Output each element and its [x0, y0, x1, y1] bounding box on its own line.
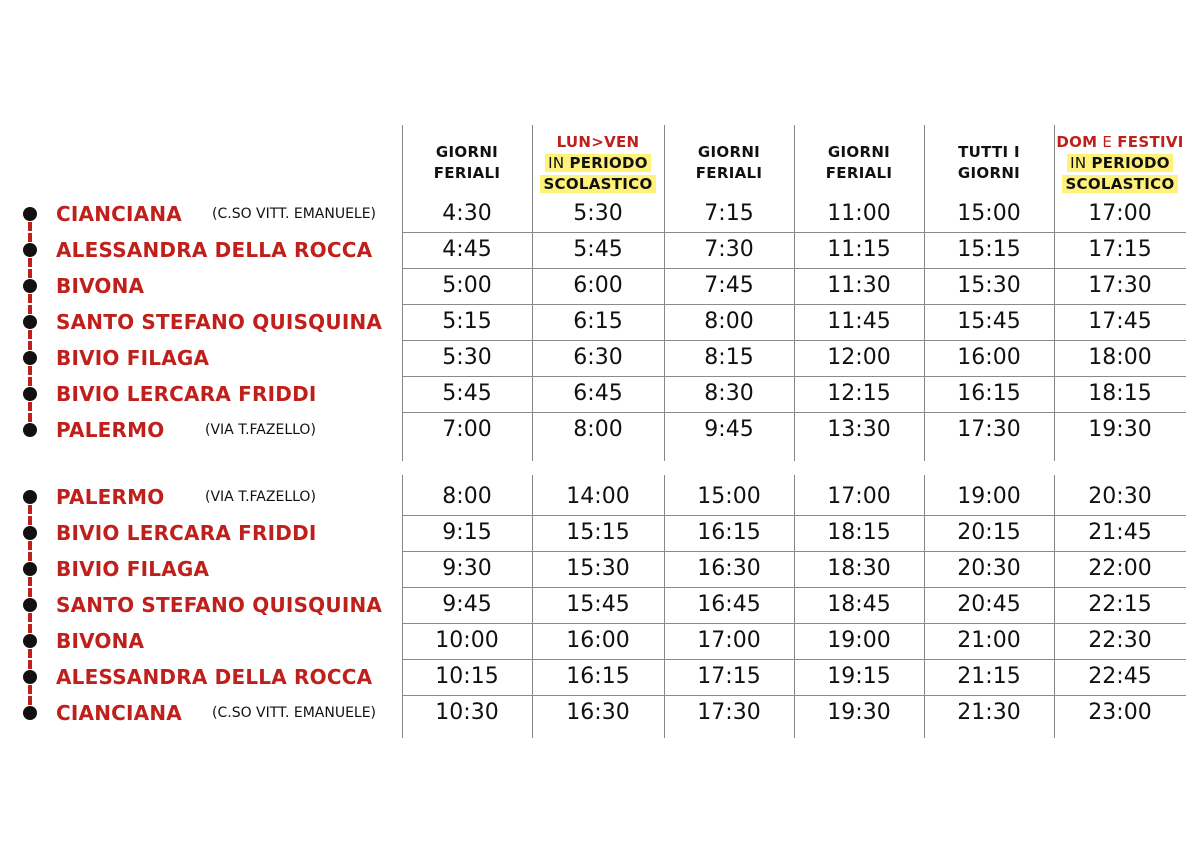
route-dash [28, 613, 32, 622]
timetable-row [0, 623, 1200, 659]
stop-name: SANTO STEFANO QUISQUINA [56, 310, 383, 334]
departure-time: 12:00 [827, 345, 891, 370]
departure-time: 9:45 [442, 592, 492, 617]
stop-note: (VIA T.FAZELLO) [205, 422, 316, 438]
departure-time: 19:00 [827, 628, 891, 653]
timetable-row [0, 515, 1200, 551]
departure-time: 21:15 [957, 664, 1021, 689]
departure-time: 22:45 [1088, 664, 1152, 689]
departure-time: 12:15 [827, 381, 891, 406]
departure-time: 18:00 [1088, 345, 1152, 370]
departure-time: 7:30 [704, 237, 754, 262]
header-col-6-line2b: PERIODO [1091, 153, 1170, 172]
header-col-1-line3: FERIALI [433, 164, 501, 182]
stop-name: SANTO STEFANO QUISQUINA [56, 593, 383, 617]
departure-time: 16:00 [957, 345, 1021, 370]
header-col-6-line3-text: SCOLASTICO [1062, 175, 1177, 193]
departure-time: 20:30 [1088, 484, 1152, 509]
departure-time: 8:30 [704, 381, 754, 406]
departure-time: 9:30 [442, 556, 492, 581]
departure-time: 17:45 [1088, 309, 1152, 334]
header-col-6-line2 [1067, 153, 1173, 174]
stop-name: BIVONA [56, 629, 145, 653]
departure-time: 17:00 [827, 484, 891, 509]
departure-time: 5:15 [442, 309, 492, 334]
departure-time: 4:45 [442, 237, 492, 262]
stop-name: BIVIO FILAGA [56, 557, 210, 581]
route-dash [28, 258, 32, 267]
departure-time: 21:00 [957, 628, 1021, 653]
header-col-6 [1054, 133, 1186, 193]
departure-time: 5:00 [442, 273, 492, 298]
departure-time: 18:45 [827, 592, 891, 617]
timetable-row [0, 551, 1200, 587]
route-stop-dot-icon [23, 315, 37, 329]
departure-time: 7:00 [442, 417, 492, 442]
timetable-row [0, 695, 1200, 731]
departure-time: 15:45 [957, 309, 1021, 334]
departure-time: 11:30 [827, 273, 891, 298]
departure-time: 18:30 [827, 556, 891, 581]
route-stop-dot-icon [23, 598, 37, 612]
header-col-3 [664, 133, 794, 193]
departure-time: 15:30 [957, 273, 1021, 298]
header-col-5 [924, 133, 1054, 193]
route-stop-dot-icon [23, 562, 37, 576]
header-col-6-line1 [1056, 132, 1183, 153]
departure-time: 21:45 [1088, 520, 1152, 545]
departure-time: 8:00 [704, 309, 754, 334]
departure-time: 15:45 [566, 592, 630, 617]
departure-time: 17:00 [697, 628, 761, 653]
stop-name: ALESSANDRA DELLA ROCCA [56, 665, 373, 689]
route-stop-dot-icon [23, 634, 37, 648]
header-col-2-line1: LUN>VEN [556, 132, 640, 151]
departure-time: 16:15 [566, 664, 630, 689]
departure-time: 5:45 [573, 237, 623, 262]
departure-time: 18:15 [1088, 381, 1152, 406]
header-col-2 [532, 133, 664, 193]
header-col-2-line2 [545, 153, 651, 174]
departure-time: 23:00 [1088, 700, 1152, 725]
departure-time: 18:15 [827, 520, 891, 545]
timetable-row [0, 479, 1200, 515]
stop-name: BIVONA [56, 274, 145, 298]
route-stop-dot-icon [23, 423, 37, 437]
stop-name: ALESSANDRA DELLA ROCCA [56, 238, 373, 262]
route-dash [28, 649, 32, 658]
header-col-4 [794, 133, 924, 193]
departure-time: 16:15 [957, 381, 1021, 406]
header-col-1 [402, 133, 532, 193]
departure-time: 6:45 [573, 381, 623, 406]
route-dash [28, 366, 32, 375]
route-stop-dot-icon [23, 207, 37, 221]
header-col-4-line2: GIORNI [827, 143, 891, 161]
departure-time: 17:00 [1088, 201, 1152, 226]
departure-time: 9:15 [442, 520, 492, 545]
stop-name: CIANCIANA [56, 701, 182, 725]
departure-time: 22:00 [1088, 556, 1152, 581]
departure-time: 5:30 [573, 201, 623, 226]
departure-time: 22:15 [1088, 592, 1152, 617]
departure-time: 19:00 [957, 484, 1021, 509]
departure-time: 4:30 [442, 201, 492, 226]
departure-time: 10:15 [435, 664, 499, 689]
departure-time: 11:00 [827, 201, 891, 226]
header-col-5-line3: GIORNI [957, 164, 1021, 182]
route-stop-dot-icon [23, 387, 37, 401]
departure-time: 16:30 [697, 556, 761, 581]
departure-time: 17:15 [1088, 237, 1152, 262]
route-dash [28, 577, 32, 586]
header-col-2-line3-text: SCOLASTICO [540, 175, 655, 193]
header-col-1-line2: GIORNI [435, 143, 499, 161]
departure-time: 21:30 [957, 700, 1021, 725]
departure-time: 15:30 [566, 556, 630, 581]
departure-time: 8:15 [704, 345, 754, 370]
departure-time: 13:30 [827, 417, 891, 442]
route-dash [28, 222, 32, 231]
header-col-6-line1-b: E [1097, 132, 1118, 151]
stop-name: PALERMO [56, 485, 165, 509]
route-stop-dot-icon [23, 670, 37, 684]
stop-name: BIVIO FILAGA [56, 346, 210, 370]
departure-time: 20:30 [957, 556, 1021, 581]
stop-name: PALERMO [56, 418, 165, 442]
stop-name: CIANCIANA [56, 202, 182, 226]
timetable-row [0, 232, 1200, 268]
header-col-3-line3: FERIALI [695, 164, 763, 182]
departure-time: 15:00 [697, 484, 761, 509]
timetable-row [0, 340, 1200, 376]
departure-time: 19:30 [1088, 417, 1152, 442]
departure-time: 5:45 [442, 381, 492, 406]
header-col-6-line3 [1062, 174, 1177, 195]
stop-note: (C.SO VITT. EMANUELE) [212, 206, 377, 222]
route-stop-dot-icon [23, 279, 37, 293]
header-col-6-line2a: IN [1070, 153, 1092, 172]
departure-time: 15:00 [957, 201, 1021, 226]
departure-time: 10:00 [435, 628, 499, 653]
route-stop-dot-icon [23, 526, 37, 540]
stop-note: (VIA T.FAZELLO) [205, 489, 316, 505]
route-dash [28, 685, 32, 694]
route-dash [28, 505, 32, 514]
departure-time: 16:15 [697, 520, 761, 545]
header-col-2-line2a: IN [548, 153, 570, 172]
route-dash [28, 541, 32, 550]
timetable-row [0, 587, 1200, 623]
stop-name: BIVIO LERCARA FRIDDI [56, 382, 317, 406]
departure-time: 17:15 [697, 664, 761, 689]
timetable-row [0, 412, 1200, 448]
header-col-5-line2: TUTTI I [958, 143, 1020, 161]
route-dash [28, 402, 32, 411]
route-dash [28, 294, 32, 303]
timetable-row [0, 196, 1200, 232]
stop-name: BIVIO LERCARA FRIDDI [56, 521, 317, 545]
departure-time: 10:30 [435, 700, 499, 725]
route-stop-dot-icon [23, 490, 37, 504]
departure-time: 15:15 [957, 237, 1021, 262]
departure-time: 17:30 [697, 700, 761, 725]
departure-time: 11:15 [827, 237, 891, 262]
departure-time: 9:45 [704, 417, 754, 442]
departure-time: 6:30 [573, 345, 623, 370]
departure-time: 17:30 [957, 417, 1021, 442]
timetable-row [0, 304, 1200, 340]
departure-time: 7:15 [704, 201, 754, 226]
header-col-2-line2b: PERIODO [569, 153, 648, 172]
route-stop-dot-icon [23, 351, 37, 365]
departure-time: 7:45 [704, 273, 754, 298]
header-col-6-line1-c: FESTIVI [1117, 132, 1184, 151]
departure-time: 5:30 [442, 345, 492, 370]
timetable-row [0, 268, 1200, 304]
departure-time: 20:45 [957, 592, 1021, 617]
departure-time: 15:15 [566, 520, 630, 545]
route-stop-dot-icon [23, 706, 37, 720]
route-stop-dot-icon [23, 243, 37, 257]
timetable-row [0, 376, 1200, 412]
departure-time: 11:45 [827, 309, 891, 334]
departure-time: 20:15 [957, 520, 1021, 545]
departure-time: 16:30 [566, 700, 630, 725]
departure-time: 8:00 [573, 417, 623, 442]
header-col-6-line1-a: DOM [1056, 132, 1098, 151]
departure-time: 14:00 [566, 484, 630, 509]
departure-time: 6:00 [573, 273, 623, 298]
departure-time: 19:30 [827, 700, 891, 725]
departure-time: 19:15 [827, 664, 891, 689]
departure-time: 8:00 [442, 484, 492, 509]
header-col-3-line2: GIORNI [697, 143, 761, 161]
departure-time: 17:30 [1088, 273, 1152, 298]
departure-time: 16:00 [566, 628, 630, 653]
timetable-row [0, 659, 1200, 695]
departure-time: 22:30 [1088, 628, 1152, 653]
departure-time: 6:15 [573, 309, 623, 334]
route-dash [28, 330, 32, 339]
departure-time: 16:45 [697, 592, 761, 617]
header-col-4-line3: FERIALI [825, 164, 893, 182]
header-col-2-line3 [540, 174, 655, 195]
stop-note: (C.SO VITT. EMANUELE) [212, 705, 377, 721]
